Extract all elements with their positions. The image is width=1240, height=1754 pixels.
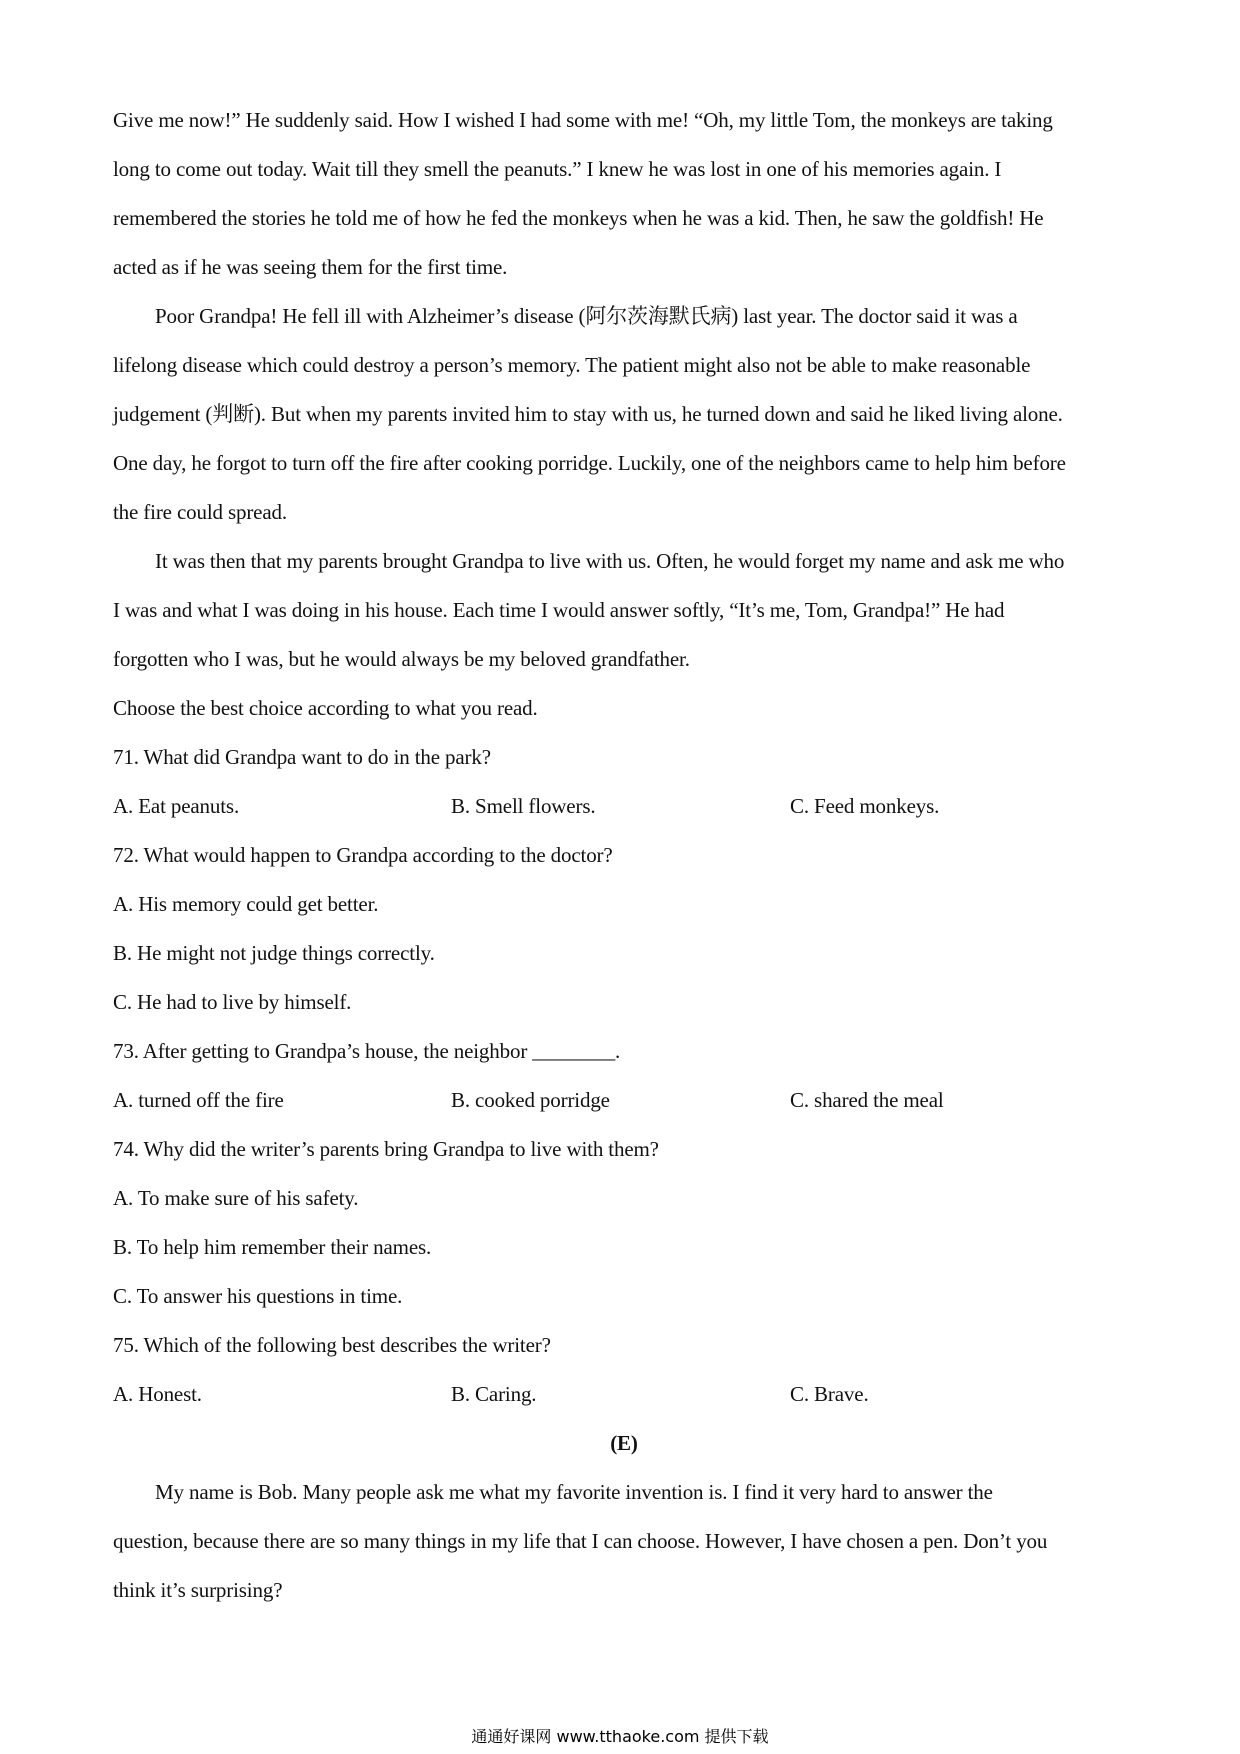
instruction: Choose the best choice according to what you read. xyxy=(113,696,538,720)
option-c: C. To answer his questions in time. xyxy=(113,1284,403,1308)
text-line: It was then that my parents brought Grandpa to live with us. Often, he would forget my name and ask me who xyxy=(155,549,1065,573)
options-row xyxy=(113,1370,1135,1419)
text-line: My name is Bob. Many people ask me what my favorite invention is. I find it very hard to answer the xyxy=(155,1480,993,1504)
text-line: think it’s surprising? xyxy=(113,1578,283,1602)
option-a: A. turned off the fire xyxy=(113,1088,284,1112)
text-line: acted as if he was seeing them for the first time. xyxy=(113,255,508,279)
passage-e-paragraph-1 xyxy=(113,1468,1135,1615)
option-b: B. cooked porridge xyxy=(451,1088,610,1112)
text-line: Poor Grandpa! He fell ill with Alzheimer’s disease (阿尔茨海默氏病) last year. The doctor said it was a xyxy=(155,304,1018,328)
option-b: B. Smell flowers. xyxy=(451,794,596,818)
question-text: 74. Why did the writer’s parents bring Grandpa to live with them? xyxy=(113,1137,659,1161)
question-72 xyxy=(113,831,1135,1027)
passage-d-paragraph-3 xyxy=(113,537,1135,684)
text-line: judgement (判断). But when my parents invited him to stay with us, he turned down and said he liked living alone. xyxy=(113,402,1063,426)
passage-d-paragraph-1 xyxy=(113,96,1135,292)
footer-watermark: 通通好课网 www.tthaoke.com 提供下载 xyxy=(471,1727,769,1746)
text-line: remembered the stories he told me of how he fed the monkeys when he was a kid. Then, he saw the goldfish! He xyxy=(113,206,1044,230)
text-line: long to come out today. Wait till they smell the peanuts.” I knew he was lost in one of his memories again. I xyxy=(113,157,1002,181)
option-b: B. He might not judge things correctly. xyxy=(113,941,435,965)
text-line: the fire could spread. xyxy=(113,500,287,524)
section-title: (E) xyxy=(610,1431,638,1455)
passage-d-paragraph-2 xyxy=(113,292,1135,537)
options-row xyxy=(113,1076,1135,1125)
option-c: C. shared the meal xyxy=(790,1088,944,1112)
text-line: forgotten who I was, but he would always be my beloved grandfather. xyxy=(113,647,690,671)
option-b: B. Caring. xyxy=(451,1382,537,1406)
question-73 xyxy=(113,1027,1135,1125)
question-text: 73. After getting to Grandpa’s house, the neighbor ________. xyxy=(113,1039,621,1063)
option-a: A. Eat peanuts. xyxy=(113,794,240,818)
option-c: C. Brave. xyxy=(790,1382,869,1406)
question-74 xyxy=(113,1125,1135,1321)
text-line: lifelong disease which could destroy a person’s memory. The patient might also not be able to make reasonable xyxy=(113,353,1031,377)
text-line: Give me now!” He suddenly said. How I wished I had some with me! “Oh, my little Tom, the monkeys are taking xyxy=(113,108,1053,132)
exam-page xyxy=(113,96,1135,1615)
option-c: C. Feed monkeys. xyxy=(790,794,940,818)
text-line: question, because there are so many things in my life that I can choose. However, I have chosen a pen. Don’t you xyxy=(113,1529,1048,1553)
question-text: 75. Which of the following best describes the writer? xyxy=(113,1333,551,1357)
options-row xyxy=(113,782,1135,831)
question-text: 71. What did Grandpa want to do in the park? xyxy=(113,745,491,769)
option-c: C. He had to live by himself. xyxy=(113,990,352,1014)
text-line: I was and what I was doing in his house. Each time I would answer softly, “It’s me, Tom, Grandpa!” He had xyxy=(113,598,1005,622)
text-line: One day, he forgot to turn off the fire after cooking porridge. Luckily, one of the neighbors came to help him before xyxy=(113,451,1066,475)
option-a: A. His memory could get better. xyxy=(113,892,379,916)
question-text: 72. What would happen to Grandpa according to the doctor? xyxy=(113,843,613,867)
option-b: B. To help him remember their names. xyxy=(113,1235,432,1259)
option-a: A. Honest. xyxy=(113,1382,202,1406)
question-75 xyxy=(113,1321,1135,1419)
option-a: A. To make sure of his safety. xyxy=(113,1186,359,1210)
question-71 xyxy=(113,733,1135,831)
